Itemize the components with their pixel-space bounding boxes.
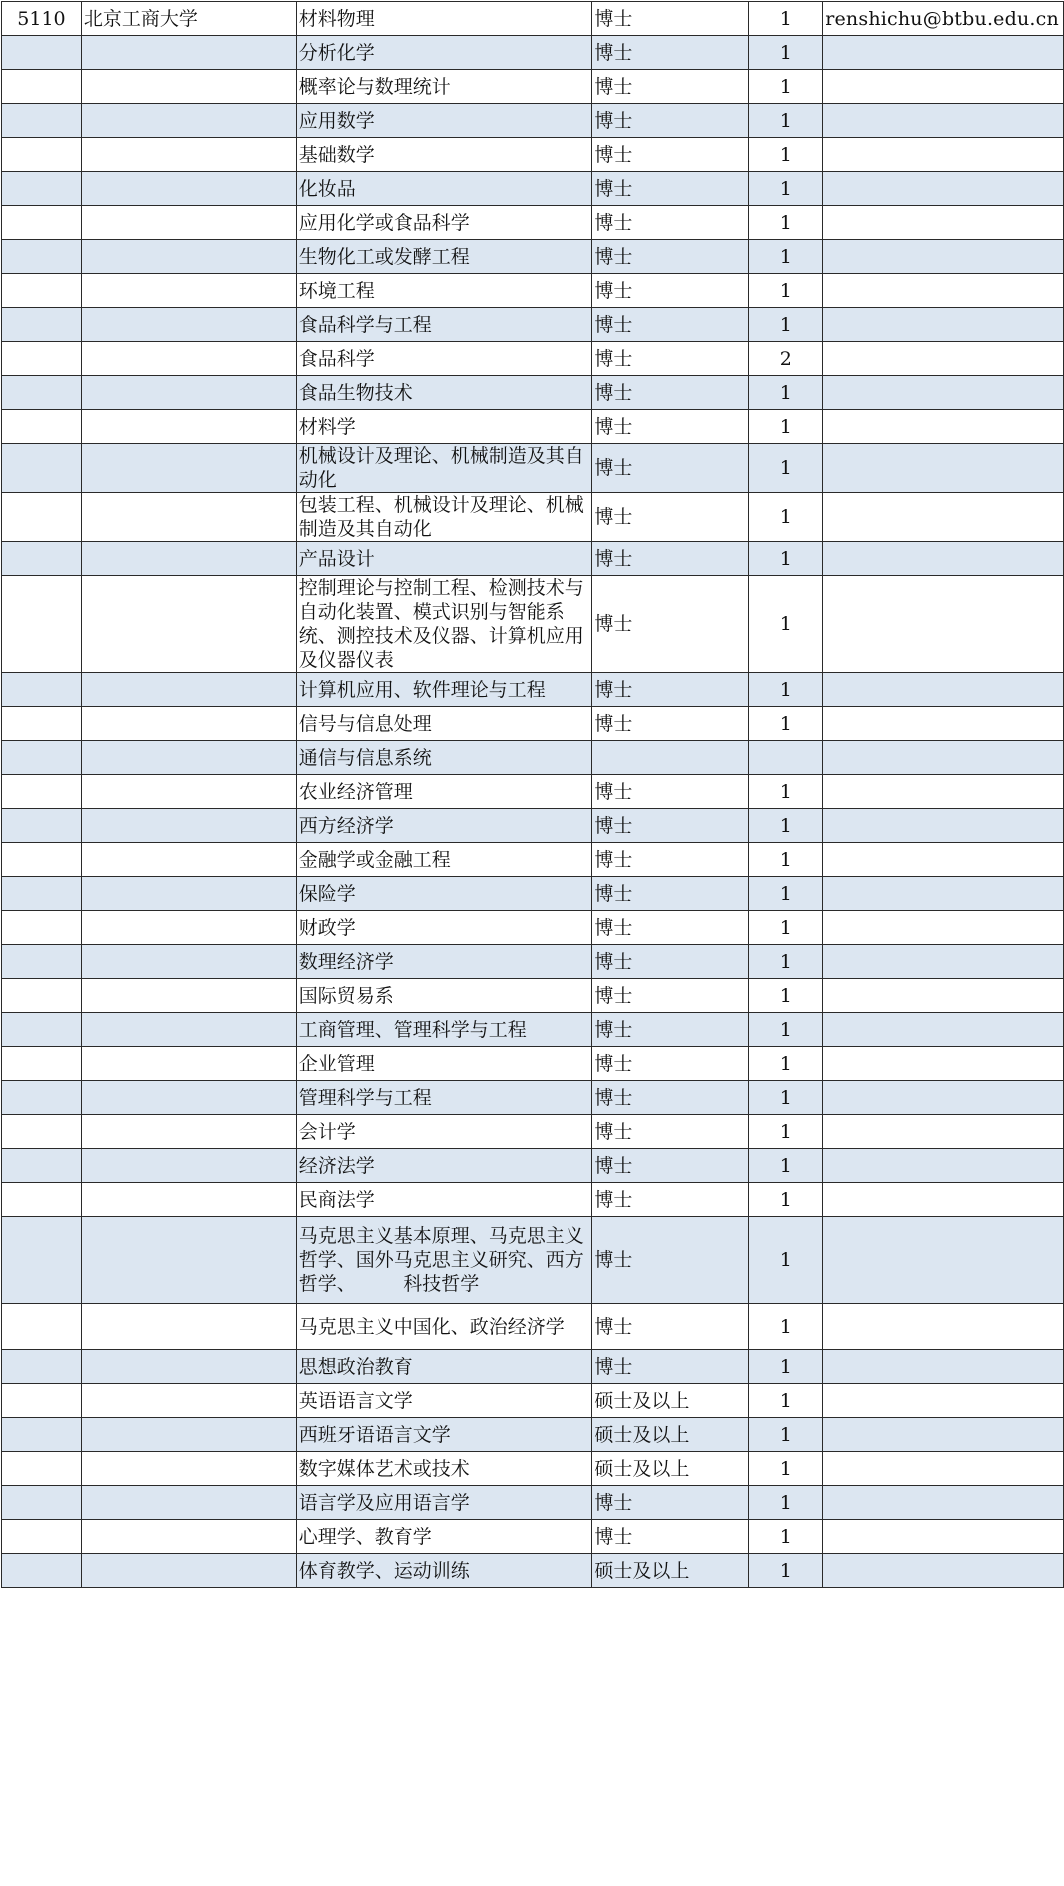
degree-cell: 博士 (592, 376, 749, 410)
email-cell (823, 1081, 1064, 1115)
unit-name-cell (81, 410, 296, 444)
major-cell: 企业管理 (296, 1047, 592, 1081)
unit-code-cell (2, 410, 82, 444)
table-row (2, 1554, 1064, 1588)
unit-code-cell (2, 172, 82, 206)
email-cell (823, 1486, 1064, 1520)
table-row (2, 240, 1064, 274)
unit-name-cell (81, 104, 296, 138)
degree-cell: 硕士及以上 (592, 1554, 749, 1588)
email-cell (823, 1013, 1064, 1047)
email-cell (823, 308, 1064, 342)
unit-code-cell (2, 1115, 82, 1149)
unit-code-cell (2, 707, 82, 741)
major-cell: 应用数学 (296, 104, 592, 138)
major-cell: 食品科学 (296, 342, 592, 376)
headcount-cell: 1 (749, 1384, 823, 1418)
table-row (2, 1452, 1064, 1486)
unit-name-cell (81, 36, 296, 70)
unit-code-cell (2, 1486, 82, 1520)
headcount-cell: 1 (749, 493, 823, 542)
unit-code-cell (2, 1217, 82, 1304)
major-cell: 思想政治教育 (296, 1350, 592, 1384)
major-cell: 包装工程、机械设计及理论、机械制造及其自动化 (296, 493, 592, 542)
headcount-cell: 1 (749, 104, 823, 138)
table-row (2, 376, 1064, 410)
table-body (2, 2, 1064, 1588)
unit-name-cell (81, 542, 296, 576)
degree-cell: 博士 (592, 877, 749, 911)
table-row (2, 70, 1064, 104)
headcount-cell: 1 (749, 843, 823, 877)
unit-code-cell (2, 240, 82, 274)
unit-code-cell: 5110 (2, 2, 82, 36)
degree-cell (592, 741, 749, 775)
unit-name-cell (81, 877, 296, 911)
email-cell (823, 1452, 1064, 1486)
major-cell: 生物化工或发酵工程 (296, 240, 592, 274)
unit-name-cell (81, 240, 296, 274)
email-cell (823, 1183, 1064, 1217)
table-row (2, 1115, 1064, 1149)
major-cell: 经济法学 (296, 1149, 592, 1183)
table-row (2, 308, 1064, 342)
table-row (2, 1047, 1064, 1081)
unit-code-cell (2, 444, 82, 493)
major-cell: 保险学 (296, 877, 592, 911)
table-row (2, 809, 1064, 843)
unit-name-cell: 北京工商大学 (81, 2, 296, 36)
headcount-cell: 1 (749, 809, 823, 843)
email-cell (823, 444, 1064, 493)
major-cell: 应用化学或食品科学 (296, 206, 592, 240)
email-cell (823, 911, 1064, 945)
unit-code-cell (2, 274, 82, 308)
unit-name-cell (81, 1183, 296, 1217)
degree-cell: 硕士及以上 (592, 1418, 749, 1452)
degree-cell: 博士 (592, 1520, 749, 1554)
table-row (2, 576, 1064, 673)
unit-code-cell (2, 911, 82, 945)
table-row (2, 1149, 1064, 1183)
unit-code-cell (2, 775, 82, 809)
table-row (2, 1384, 1064, 1418)
unit-code-cell (2, 1183, 82, 1217)
major-cell: 数理经济学 (296, 945, 592, 979)
email-cell (823, 843, 1064, 877)
degree-cell: 博士 (592, 70, 749, 104)
major-cell: 材料学 (296, 410, 592, 444)
headcount-cell: 1 (749, 308, 823, 342)
table-row (2, 707, 1064, 741)
unit-code-cell (2, 542, 82, 576)
unit-name-cell (81, 673, 296, 707)
major-cell: 工商管理、管理科学与工程 (296, 1013, 592, 1047)
unit-name-cell (81, 843, 296, 877)
email-cell (823, 707, 1064, 741)
email-cell (823, 1350, 1064, 1384)
degree-cell: 博士 (592, 104, 749, 138)
unit-name-cell (81, 444, 296, 493)
unit-code-cell (2, 1047, 82, 1081)
table-row (2, 741, 1064, 775)
degree-cell: 博士 (592, 1304, 749, 1350)
unit-name-cell (81, 274, 296, 308)
email-cell (823, 979, 1064, 1013)
degree-cell: 博士 (592, 1486, 749, 1520)
table-row (2, 1081, 1064, 1115)
major-cell: 产品设计 (296, 542, 592, 576)
major-cell: 食品科学与工程 (296, 308, 592, 342)
unit-name-cell (81, 1486, 296, 1520)
table-row (2, 843, 1064, 877)
email-cell (823, 172, 1064, 206)
unit-code-cell (2, 493, 82, 542)
degree-cell: 博士 (592, 138, 749, 172)
degree-cell: 博士 (592, 274, 749, 308)
headcount-cell (749, 741, 823, 775)
degree-cell: 博士 (592, 410, 749, 444)
major-cell: 环境工程 (296, 274, 592, 308)
headcount-cell: 1 (749, 1350, 823, 1384)
degree-cell: 博士 (592, 809, 749, 843)
unit-code-cell (2, 138, 82, 172)
unit-name-cell (81, 979, 296, 1013)
unit-code-cell (2, 206, 82, 240)
unit-code-cell (2, 673, 82, 707)
degree-cell: 博士 (592, 493, 749, 542)
major-cell: 计算机应用、软件理论与工程 (296, 673, 592, 707)
headcount-cell: 1 (749, 172, 823, 206)
email-cell (823, 493, 1064, 542)
unit-name-cell (81, 1115, 296, 1149)
unit-code-cell (2, 1452, 82, 1486)
degree-cell: 博士 (592, 1217, 749, 1304)
email-cell (823, 945, 1064, 979)
degree-cell: 博士 (592, 1149, 749, 1183)
unit-name-cell (81, 342, 296, 376)
unit-code-cell (2, 576, 82, 673)
degree-cell: 博士 (592, 172, 749, 206)
unit-name-cell (81, 775, 296, 809)
headcount-cell: 1 (749, 673, 823, 707)
major-cell: 民商法学 (296, 1183, 592, 1217)
major-cell: 马克思主义中国化、政治经济学 (296, 1304, 592, 1350)
email-cell (823, 104, 1064, 138)
degree-cell: 博士 (592, 240, 749, 274)
headcount-cell: 1 (749, 1418, 823, 1452)
degree-cell: 博士 (592, 775, 749, 809)
unit-code-cell (2, 104, 82, 138)
headcount-cell: 1 (749, 206, 823, 240)
major-cell: 材料物理 (296, 2, 592, 36)
table-row (2, 911, 1064, 945)
table-row (2, 138, 1064, 172)
degree-cell: 博士 (592, 707, 749, 741)
unit-code-cell (2, 877, 82, 911)
unit-code-cell (2, 36, 82, 70)
headcount-cell: 1 (749, 1554, 823, 1588)
unit-name-cell (81, 707, 296, 741)
degree-cell: 博士 (592, 1081, 749, 1115)
major-cell: 体育教学、运动训练 (296, 1554, 592, 1588)
unit-name-cell (81, 945, 296, 979)
email-cell (823, 342, 1064, 376)
headcount-cell: 1 (749, 410, 823, 444)
unit-name-cell (81, 1554, 296, 1588)
headcount-cell: 1 (749, 1183, 823, 1217)
email-cell (823, 240, 1064, 274)
degree-cell: 博士 (592, 979, 749, 1013)
headcount-cell: 1 (749, 70, 823, 104)
headcount-cell: 2 (749, 342, 823, 376)
degree-cell: 博士 (592, 1350, 749, 1384)
headcount-cell: 1 (749, 1452, 823, 1486)
unit-name-cell (81, 1047, 296, 1081)
major-cell: 西班牙语语言文学 (296, 1418, 592, 1452)
headcount-cell: 1 (749, 240, 823, 274)
major-cell: 财政学 (296, 911, 592, 945)
unit-code-cell (2, 308, 82, 342)
unit-name-cell (81, 1217, 296, 1304)
table-row (2, 1418, 1064, 1452)
table-row (2, 206, 1064, 240)
email-cell (823, 138, 1064, 172)
unit-name-cell (81, 1520, 296, 1554)
unit-name-cell (81, 1304, 296, 1350)
unit-name-cell (81, 1452, 296, 1486)
major-cell: 马克思主义基本原理、马克思主义哲学、国外马克思主义研究、西方哲学、 科技哲学 (296, 1217, 592, 1304)
unit-name-cell (81, 1350, 296, 1384)
table-row (2, 775, 1064, 809)
degree-cell: 博士 (592, 444, 749, 493)
unit-code-cell (2, 342, 82, 376)
headcount-cell: 1 (749, 707, 823, 741)
unit-name-cell (81, 1149, 296, 1183)
email-cell (823, 410, 1064, 444)
major-cell: 英语语言文学 (296, 1384, 592, 1418)
headcount-cell: 1 (749, 1013, 823, 1047)
unit-name-cell (81, 308, 296, 342)
headcount-cell: 1 (749, 979, 823, 1013)
headcount-cell: 1 (749, 138, 823, 172)
major-cell: 数字媒体艺术或技术 (296, 1452, 592, 1486)
email-cell (823, 1149, 1064, 1183)
degree-cell: 博士 (592, 911, 749, 945)
unit-code-cell (2, 1350, 82, 1384)
email-cell (823, 70, 1064, 104)
headcount-cell: 1 (749, 775, 823, 809)
table-row (2, 36, 1064, 70)
email-cell (823, 376, 1064, 410)
degree-cell: 博士 (592, 2, 749, 36)
unit-code-cell (2, 1013, 82, 1047)
headcount-cell: 1 (749, 542, 823, 576)
table-row (2, 1217, 1064, 1304)
unit-name-cell (81, 741, 296, 775)
unit-name-cell (81, 493, 296, 542)
major-cell: 概率论与数理统计 (296, 70, 592, 104)
table-row (2, 1520, 1064, 1554)
headcount-cell: 1 (749, 1115, 823, 1149)
position-table (1, 1, 1064, 1588)
unit-code-cell (2, 1081, 82, 1115)
degree-cell: 博士 (592, 1047, 749, 1081)
email-cell (823, 1304, 1064, 1350)
headcount-cell: 1 (749, 945, 823, 979)
unit-code-cell (2, 945, 82, 979)
table-row (2, 172, 1064, 206)
major-cell: 通信与信息系统 (296, 741, 592, 775)
table-row (2, 410, 1064, 444)
major-cell: 农业经济管理 (296, 775, 592, 809)
unit-code-cell (2, 1554, 82, 1588)
headcount-cell: 1 (749, 274, 823, 308)
table-row (2, 1304, 1064, 1350)
major-cell: 控制理论与控制工程、检测技术与自动化装置、模式识别与智能系统、测控技术及仪器、计算机应用及仪器仪表 (296, 576, 592, 673)
email-cell (823, 1418, 1064, 1452)
unit-code-cell (2, 70, 82, 104)
degree-cell: 博士 (592, 342, 749, 376)
unit-code-cell (2, 1520, 82, 1554)
major-cell: 金融学或金融工程 (296, 843, 592, 877)
major-cell: 语言学及应用语言学 (296, 1486, 592, 1520)
unit-code-cell (2, 809, 82, 843)
major-cell: 国际贸易系 (296, 979, 592, 1013)
email-cell (823, 673, 1064, 707)
degree-cell: 博士 (592, 1183, 749, 1217)
email-cell (823, 775, 1064, 809)
headcount-cell: 1 (749, 1149, 823, 1183)
headcount-cell: 1 (749, 1047, 823, 1081)
email-cell (823, 1520, 1064, 1554)
unit-name-cell (81, 1418, 296, 1452)
email-cell (823, 206, 1064, 240)
email-cell (823, 36, 1064, 70)
degree-cell: 博士 (592, 1115, 749, 1149)
major-cell: 信号与信息处理 (296, 707, 592, 741)
headcount-cell: 1 (749, 877, 823, 911)
unit-name-cell (81, 1013, 296, 1047)
unit-code-cell (2, 1418, 82, 1452)
major-cell: 化妆品 (296, 172, 592, 206)
table-row (2, 945, 1064, 979)
major-cell: 会计学 (296, 1115, 592, 1149)
unit-code-cell (2, 843, 82, 877)
table-row (2, 542, 1064, 576)
major-cell: 心理学、教育学 (296, 1520, 592, 1554)
headcount-cell: 1 (749, 1486, 823, 1520)
major-cell: 基础数学 (296, 138, 592, 172)
headcount-cell: 1 (749, 444, 823, 493)
email-cell (823, 1217, 1064, 1304)
unit-name-cell (81, 576, 296, 673)
unit-code-cell (2, 1149, 82, 1183)
table-row (2, 979, 1064, 1013)
major-cell: 食品生物技术 (296, 376, 592, 410)
email-cell (823, 1115, 1064, 1149)
degree-cell: 博士 (592, 843, 749, 877)
table-row (2, 673, 1064, 707)
table-row (2, 1183, 1064, 1217)
table-row (2, 877, 1064, 911)
email-cell (823, 542, 1064, 576)
email-cell (823, 576, 1064, 673)
email-cell (823, 274, 1064, 308)
table-row (2, 2, 1064, 36)
table-row (2, 493, 1064, 542)
email-cell (823, 1554, 1064, 1588)
major-cell: 管理科学与工程 (296, 1081, 592, 1115)
headcount-cell: 1 (749, 376, 823, 410)
unit-code-cell (2, 979, 82, 1013)
unit-name-cell (81, 376, 296, 410)
unit-code-cell (2, 1384, 82, 1418)
degree-cell: 博士 (592, 1013, 749, 1047)
degree-cell: 博士 (592, 206, 749, 240)
table-row (2, 1486, 1064, 1520)
unit-code-cell (2, 1304, 82, 1350)
degree-cell: 博士 (592, 576, 749, 673)
table-row (2, 342, 1064, 376)
unit-name-cell (81, 1384, 296, 1418)
headcount-cell: 1 (749, 911, 823, 945)
unit-name-cell (81, 1081, 296, 1115)
table-row (2, 274, 1064, 308)
headcount-cell: 1 (749, 1304, 823, 1350)
unit-name-cell (81, 138, 296, 172)
degree-cell: 博士 (592, 673, 749, 707)
unit-name-cell (81, 70, 296, 104)
unit-name-cell (81, 172, 296, 206)
table-row (2, 444, 1064, 493)
email-cell (823, 741, 1064, 775)
headcount-cell: 1 (749, 2, 823, 36)
unit-code-cell (2, 741, 82, 775)
table-row (2, 1013, 1064, 1047)
major-cell: 机械设计及理论、机械制造及其自动化 (296, 444, 592, 493)
unit-name-cell (81, 206, 296, 240)
major-cell: 分析化学 (296, 36, 592, 70)
unit-name-cell (81, 809, 296, 843)
table-row (2, 1350, 1064, 1384)
email-cell: renshichu@btbu.edu.cn (823, 2, 1064, 36)
email-cell (823, 809, 1064, 843)
headcount-cell: 1 (749, 36, 823, 70)
degree-cell: 博士 (592, 36, 749, 70)
table-row (2, 104, 1064, 138)
email-cell (823, 1384, 1064, 1418)
email-cell (823, 877, 1064, 911)
headcount-cell: 1 (749, 576, 823, 673)
headcount-cell: 1 (749, 1081, 823, 1115)
degree-cell: 博士 (592, 542, 749, 576)
email-cell (823, 1047, 1064, 1081)
unit-name-cell (81, 911, 296, 945)
degree-cell: 硕士及以上 (592, 1452, 749, 1486)
major-cell: 西方经济学 (296, 809, 592, 843)
degree-cell: 博士 (592, 308, 749, 342)
degree-cell: 硕士及以上 (592, 1384, 749, 1418)
headcount-cell: 1 (749, 1217, 823, 1304)
headcount-cell: 1 (749, 1520, 823, 1554)
degree-cell: 博士 (592, 945, 749, 979)
unit-code-cell (2, 376, 82, 410)
